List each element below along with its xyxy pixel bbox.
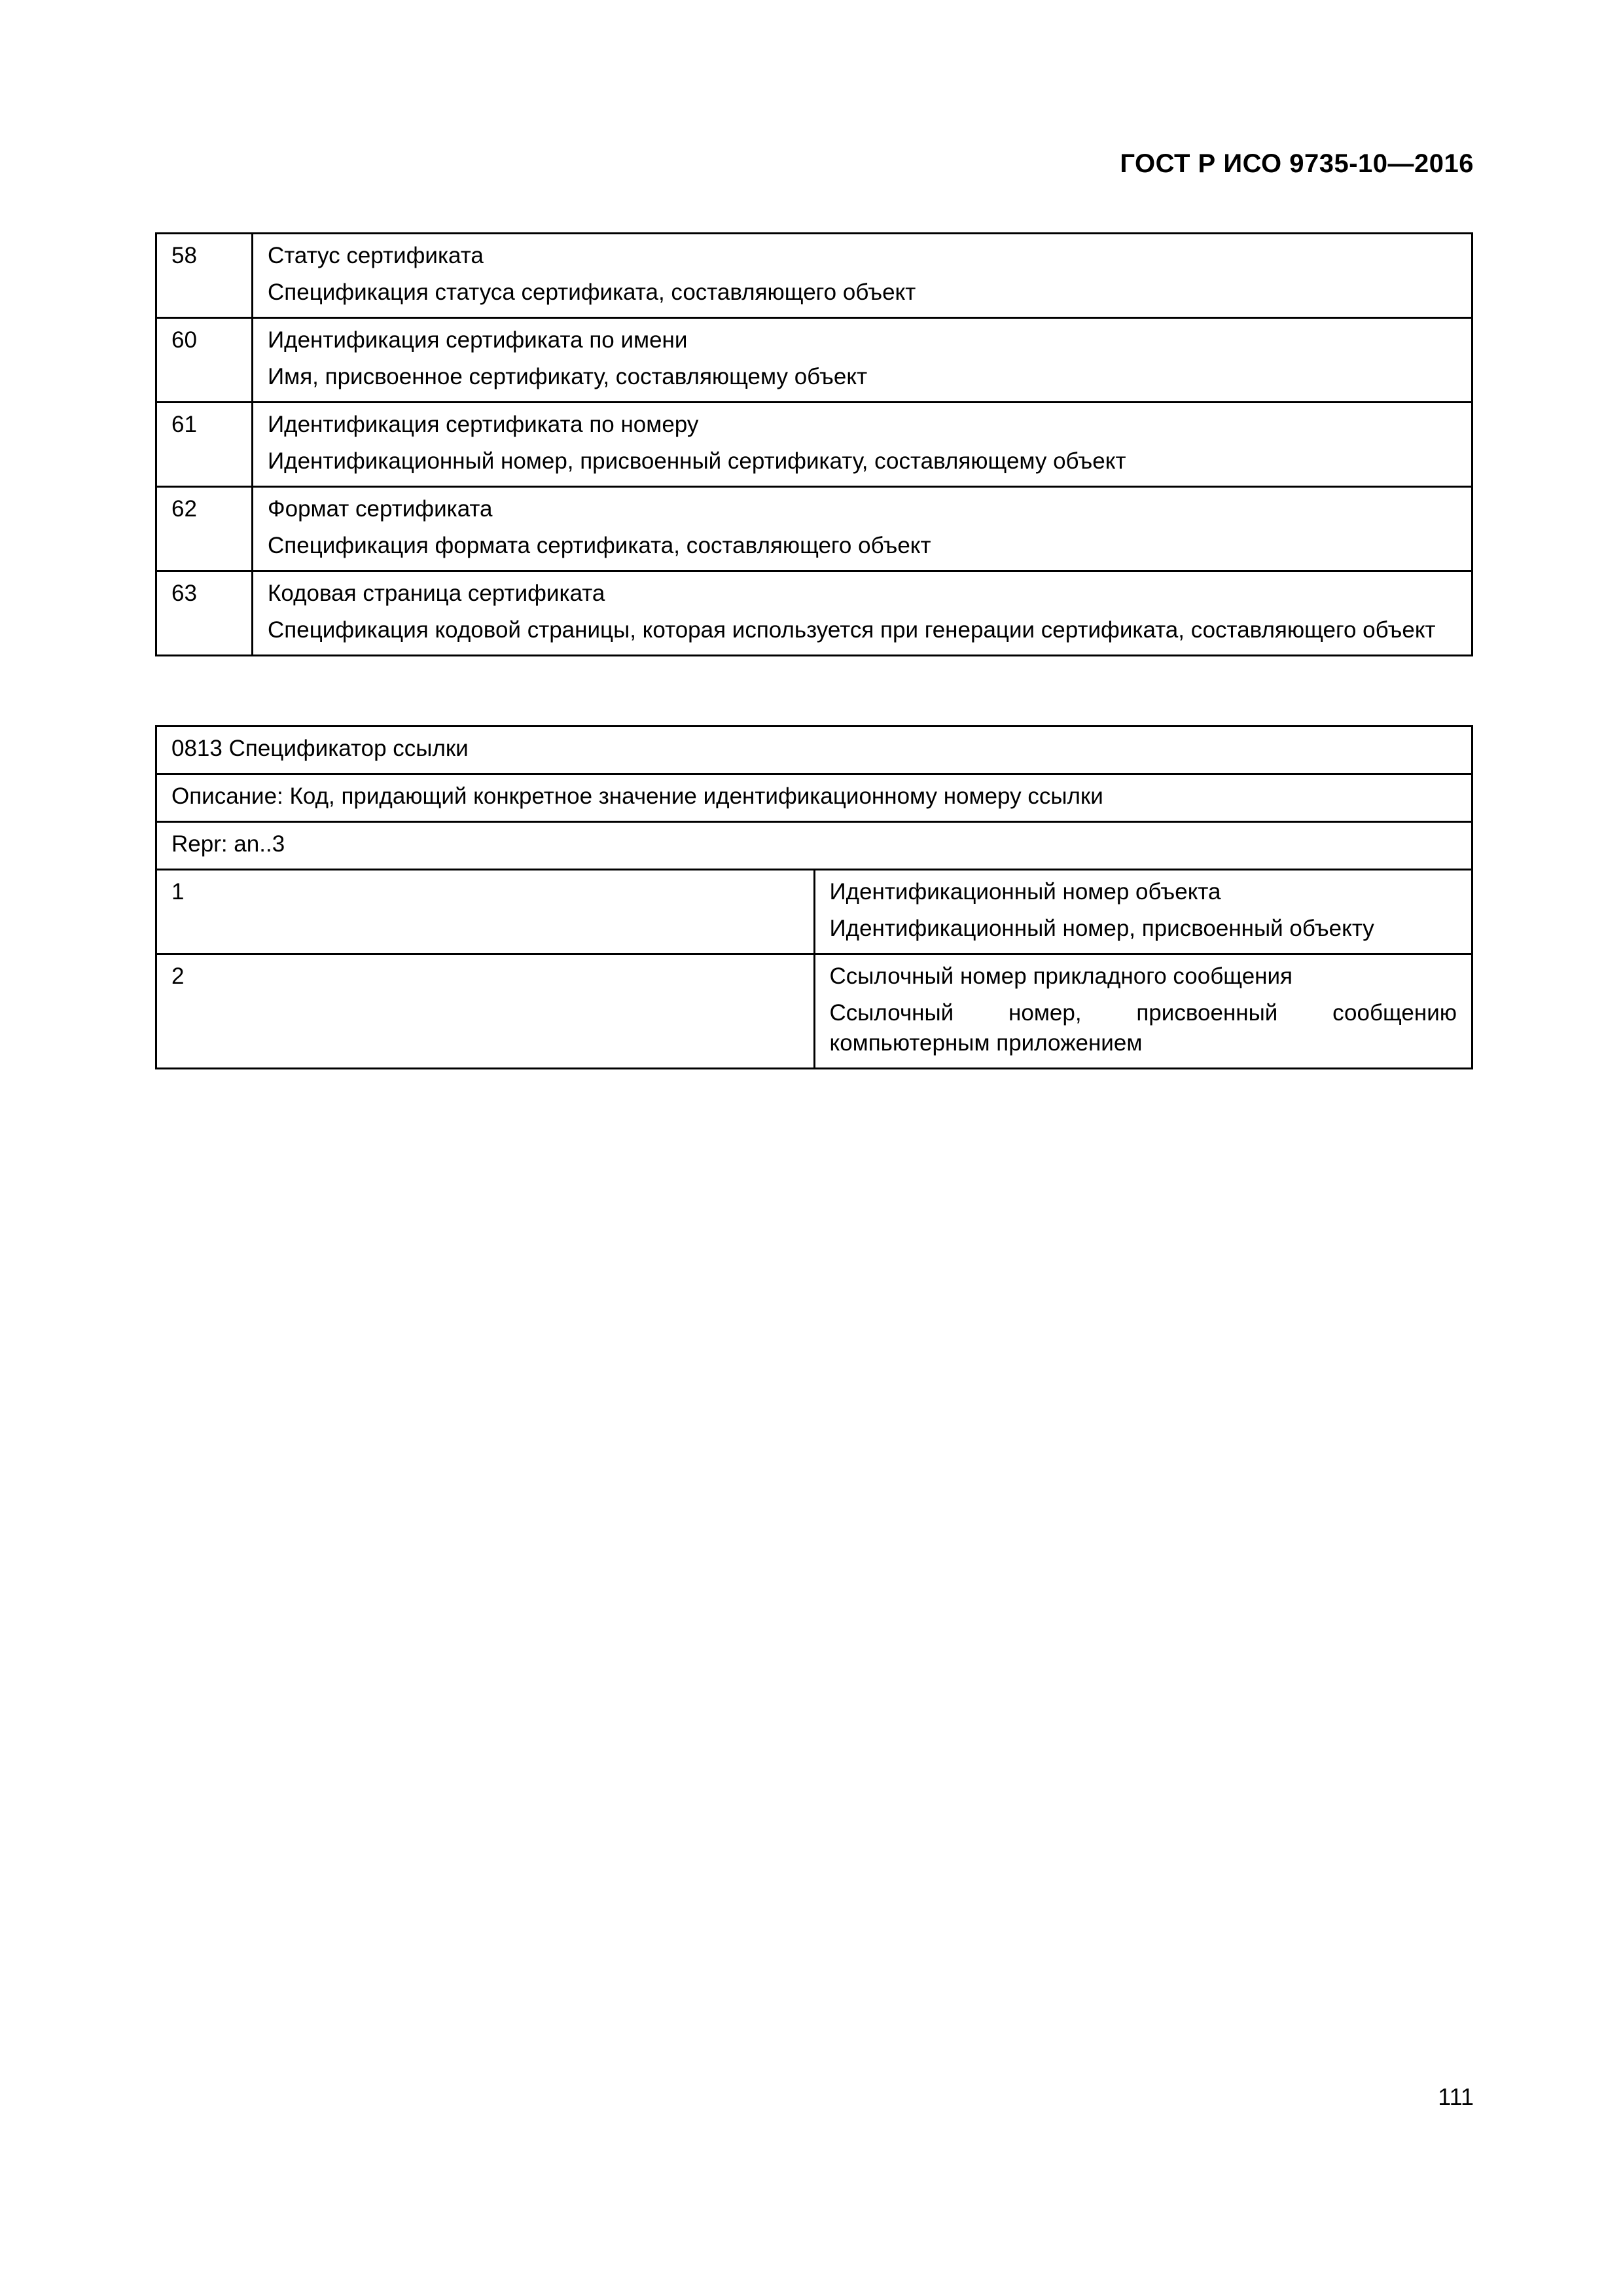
entry-title: Статус сертификата	[268, 243, 484, 268]
code-cell: 62	[156, 487, 253, 571]
table-row	[156, 318, 1472, 403]
code-cell: 63	[156, 571, 253, 656]
entry-cell	[253, 318, 1472, 403]
entry-title: Кодовая страница сертификата	[268, 581, 605, 606]
entry-description: Имя, присвоенное сертификату, составляющему объект	[268, 364, 868, 389]
table-heading-row	[156, 726, 1472, 774]
entry-description: Идентификационный номер, присвоенный объекту	[829, 916, 1374, 941]
table-row	[156, 234, 1472, 318]
document-header-standard: ГОСТ Р ИСО 9735-10—2016	[1120, 149, 1474, 178]
entry-description: Ссылочный номер, присвоенный сообщению компьютерным приложением	[829, 1000, 1457, 1056]
code-cell: 61	[156, 403, 253, 487]
entry-cell	[253, 234, 1472, 318]
table-row	[156, 403, 1472, 487]
page-number: 111	[1438, 2083, 1474, 2110]
code-cell: 58	[156, 234, 253, 318]
table-description-row	[156, 774, 1472, 822]
entry-cell	[814, 870, 1472, 954]
table-repr: Repr: an..3	[156, 822, 1472, 870]
entry-title: Ссылочный номер прикладного сообщения	[829, 963, 1293, 989]
table-repr-row	[156, 822, 1472, 870]
table-row	[156, 954, 1472, 1069]
code-cell: 2	[156, 954, 815, 1069]
reference-qualifier-table	[155, 725, 1473, 1069]
entry-description: Спецификация кодовой страницы, которая используется при генерации сертификата, составляющего объект	[268, 617, 1436, 643]
entry-description: Спецификация формата сертификата, составляющего объект	[268, 533, 931, 558]
table-row	[156, 571, 1472, 656]
table-row	[156, 487, 1472, 571]
entry-cell	[253, 487, 1472, 571]
table-row	[156, 870, 1472, 954]
entry-cell	[814, 954, 1472, 1069]
table-description: Описание: Код, придающий конкретное значение идентификационному номеру ссылки	[156, 774, 1472, 822]
code-cell: 1	[156, 870, 815, 954]
entry-cell	[253, 571, 1472, 656]
table-heading: 0813 Спецификатор ссылки	[156, 726, 1472, 774]
entry-description: Идентификационный номер, присвоенный сертификату, составляющему объект	[268, 448, 1126, 474]
code-cell: 60	[156, 318, 253, 403]
certificate-codes-table	[155, 232, 1473, 656]
entry-title: Идентификация сертификата по номеру	[268, 412, 699, 437]
entry-title: Идентификация сертификата по имени	[268, 327, 688, 353]
entry-title: Формат сертификата	[268, 496, 493, 522]
entry-description: Спецификация статуса сертификата, составляющего объект	[268, 279, 916, 305]
entry-title: Идентификационный номер объекта	[829, 879, 1221, 905]
entry-cell	[253, 403, 1472, 487]
